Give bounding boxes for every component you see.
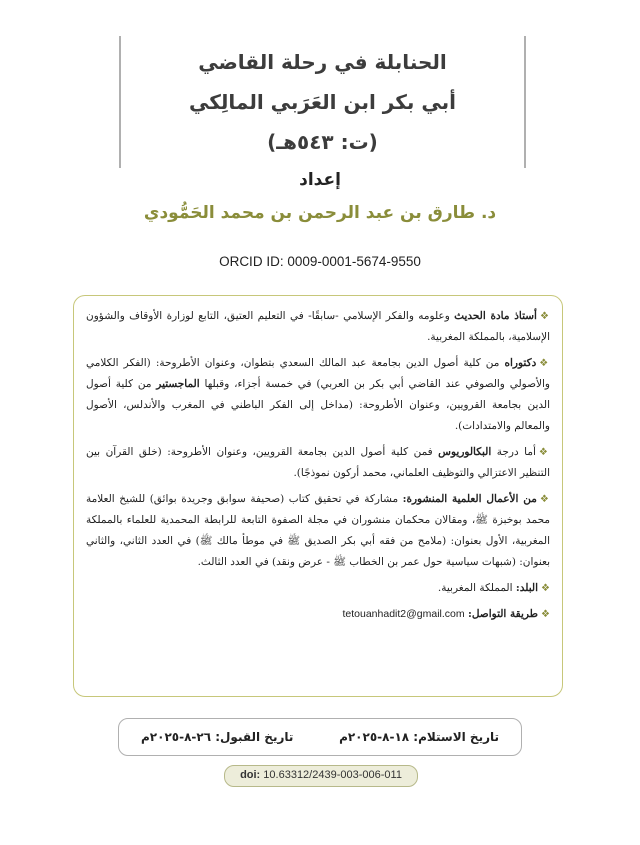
- bio-lead: البلد:: [515, 582, 539, 594]
- accepted-date: تاريخ القبول: ٢٦-٨-٢٠٢٥م: [141, 730, 294, 744]
- bio-item-country: [86, 578, 550, 599]
- bio-lead: البكالوريوس: [438, 446, 492, 458]
- preparer-label: إعداد: [299, 170, 341, 190]
- title-block: [119, 36, 526, 168]
- bio-text: وعلومه والفكر الإسلامي -سابقًا- في التعليم العتيق، التابع لوزارة الأوقاف والشؤون الإسلامية، بالمملكة المغربية.: [86, 310, 550, 343]
- doi-badge[interactable]: [224, 765, 418, 787]
- bio-text: أما درجة: [491, 446, 536, 458]
- title-line-3: (ت: ٥٤٣هـ): [267, 130, 378, 154]
- bullet-icon: ❖: [538, 447, 550, 458]
- bullet-icon: ❖: [539, 494, 550, 505]
- received-date: تاريخ الاستلام: ١٨-٨-٢٠٢٥م: [339, 730, 499, 744]
- bullet-icon: ❖: [541, 609, 550, 620]
- bio-item-doctorate: [86, 353, 550, 437]
- bio-lead: دكتوراه: [504, 357, 537, 369]
- bullet-icon: ❖: [539, 358, 550, 369]
- bio-lead: من الأعمال العلمية المنشورة:: [402, 493, 537, 505]
- bio-text: من كلية أصول الدين بجامعة عبد المالك السعدي بتطوان، وعنوان الأطروحة: (الفكر الكلامي والأصولي والصوفي عند القاضي أبي بكر بن العربي) في خمسة أجزاء، وقبلها: [86, 357, 550, 390]
- bio-lead: طريقة التواصل:: [467, 608, 539, 620]
- doi-value: 10.63312/2439-003-006-011: [263, 769, 402, 781]
- doi-label: doi:: [240, 769, 261, 781]
- title-line-2: أبي بكر ابن العَرَبي المالِكي: [189, 90, 456, 114]
- bio-lead: الماجستير: [156, 378, 200, 390]
- bio-text: مشاركة في تحقيق كتاب (صحيفة سوابق وجريدة بوائق) للشيخ العلامة محمد بوخبزة ﷺ، ومقالان محكمان منشوران في مجلة الصفوة التابعة للرابطة المحمدية للعلماء بالمملكة المغربية، الأول بعنوان: (ملامح من فقه أبي بكر الصديق ﷺ في موطأ مالك ﷺ) في العدد الثاني، والثاني بعنوان: (شبهات سياسية حول عمر بن الخطاب ﷺ - عرض ونقد) في العدد الثالث.: [86, 493, 550, 568]
- bio-item-position: [86, 306, 550, 348]
- author-bio-box: [73, 295, 563, 697]
- title-line-1: الحنابلة في رحلة القاضي: [198, 50, 447, 74]
- bio-item-bachelor: [86, 442, 550, 484]
- bio-text: من كلية أصول الدين بجامعة القرويين، وعنوان الأطروحة: (مداخل إلى الفكر الباطني في المغرب والأندلس، الأصول والمعالم والامتدادات).: [86, 378, 550, 432]
- bio-lead: أستاذ مادة الحديث: [454, 310, 537, 322]
- dates-box: [118, 718, 522, 756]
- bullet-icon: ❖: [539, 311, 550, 322]
- author-name: د. طارق بن عبد الرحمن بن محمد الحَمُّودي: [143, 203, 497, 223]
- bio-item-contact: [86, 604, 550, 625]
- bio-text: المملكة المغربية.: [437, 582, 516, 594]
- bio-text: فمن كلية أصول الدين بجامعة القرويين، وعنوان الأطروحة: (خلق القرآن بين التنظير الاعتزالي والتوظيف العلماني، محمد أركون نموذجًا).: [86, 446, 550, 479]
- bullet-icon: ❖: [541, 583, 550, 594]
- bio-item-publications: [86, 489, 550, 573]
- orcid-id: ORCID ID: 0009-0001-5674-9550: [219, 254, 421, 269]
- contact-email[interactable]: tetouanhadit2@gmail.com: [342, 608, 465, 620]
